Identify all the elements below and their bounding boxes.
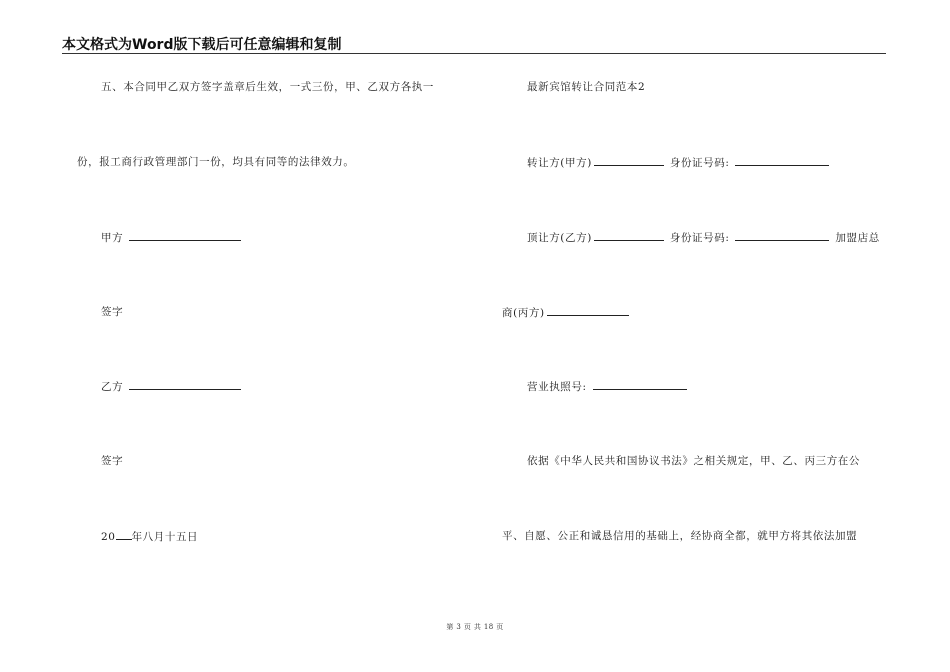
clause-5-line-2: 份，报工商行政管理部门一份，均具有同等的法律效力。	[77, 156, 355, 168]
date-year-blank	[116, 529, 132, 540]
transferor-row	[527, 155, 831, 170]
party-a-blank	[129, 230, 241, 241]
header-divider	[62, 53, 886, 54]
basis-paragraph-line-1: 依据《中华人民共和国协议书法》之相关规定，甲、乙、丙三方在公	[527, 455, 860, 467]
transferor-name-blank	[594, 155, 664, 166]
date-year-prefix: 20	[101, 531, 116, 543]
transferee-label: 顶让方(乙方)	[527, 232, 592, 244]
basis-paragraph-line-2: 平、自愿、公正和诚恳信用的基础上，经协商全都，就甲方将其依法加盟	[502, 530, 858, 542]
transferee-id-label: 身份证号码:	[669, 232, 730, 244]
page-number-footer: 第 3 页 共 18 页	[446, 623, 504, 631]
franchisor-row	[502, 305, 631, 320]
contract-title: 最新宾馆转让合同范本2	[527, 81, 646, 93]
franchisor-label-part1: 加盟店总	[835, 232, 880, 244]
transferor-id-label: 身份证号码:	[669, 157, 730, 169]
date-suffix: 年八月十五日	[131, 531, 199, 543]
transferor-id-blank	[735, 155, 829, 166]
transferee-row	[527, 230, 880, 245]
clause-5-line-1: 五、本合同甲乙双方签字盖章后生效，一式三份，甲、乙双方各执一	[101, 81, 434, 93]
license-label: 营业执照号:	[527, 381, 587, 393]
transferee-id-blank	[735, 230, 829, 241]
date-line	[101, 529, 198, 544]
transferor-label: 转让方(甲方)	[527, 157, 592, 169]
transferee-name-blank	[594, 230, 664, 241]
license-blank	[593, 379, 687, 390]
party-a-row	[101, 230, 243, 245]
party-a-signature-label: 签字	[101, 306, 124, 318]
party-b-row	[101, 379, 243, 394]
document-header-title: 本文格式为Word版下载后可任意编辑和复制	[62, 37, 342, 53]
franchisor-blank	[547, 305, 629, 316]
party-b-label: 乙方	[101, 381, 124, 393]
party-b-blank	[129, 379, 241, 390]
license-row	[527, 379, 689, 394]
franchisor-label-part2: 商(丙方)	[502, 307, 545, 319]
party-a-label: 甲方	[101, 232, 124, 244]
party-b-signature-label: 签字	[101, 455, 124, 467]
